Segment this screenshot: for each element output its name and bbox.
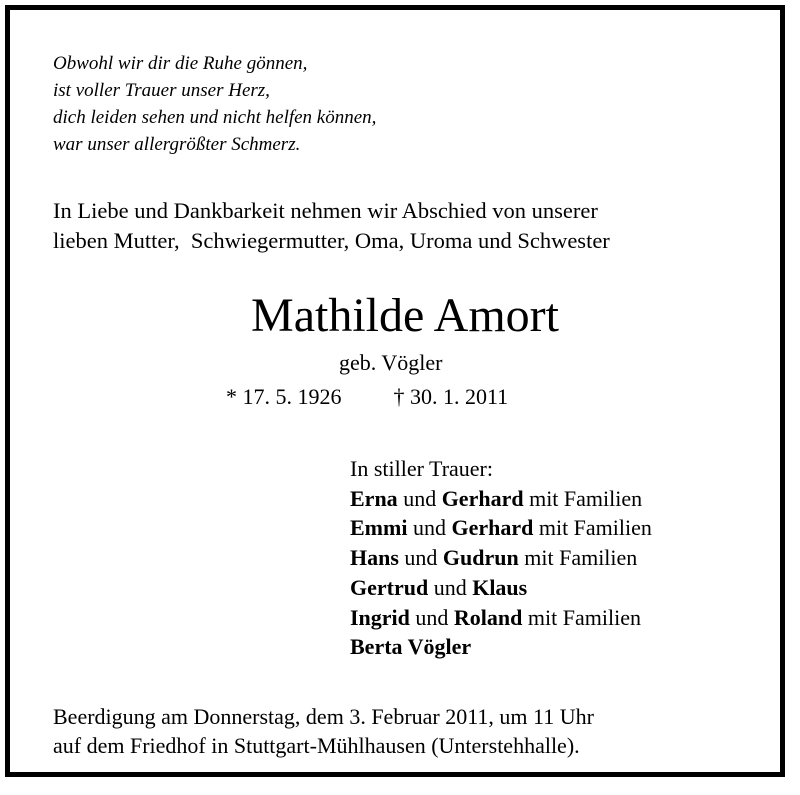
obituary-frame xyxy=(5,5,785,777)
mourner-suffix: mit Familien xyxy=(538,515,652,541)
mourner-name: Klaus xyxy=(472,574,528,600)
poem-line: dich leiden sehen und nicht helfen können, xyxy=(53,107,377,128)
funeral-line: Beerdigung am Donnerstag, dem 3. Februar 2011, um 11 Uhr xyxy=(53,704,594,729)
mourner-line xyxy=(350,484,652,514)
mourner-suffix: mit Familien xyxy=(524,545,638,571)
mourner-name: Emmi xyxy=(350,515,408,541)
life-dates xyxy=(226,382,508,412)
mourner-suffix: mit Familien xyxy=(527,604,641,630)
mourner-line xyxy=(350,603,652,633)
death-date: † 30. 1. 2011 xyxy=(393,384,509,409)
connector: und xyxy=(403,485,437,511)
mourners-heading: In stiller Trauer: xyxy=(350,456,493,481)
poem-line: war unser allergrößter Schmerz. xyxy=(53,134,301,155)
mourner-name: Gudrun xyxy=(442,545,519,571)
intro-line: lieben Mutter, Schwiegermutter, Oma, Uroma und Schwester xyxy=(53,228,610,253)
mourner-name: Erna xyxy=(350,485,398,511)
mourners-list xyxy=(350,454,652,662)
deceased-name: Mathilde Amort xyxy=(251,289,559,342)
mourner-line xyxy=(350,543,652,573)
birth-date: * 17. 5. 1926 xyxy=(226,384,342,409)
mourner-line xyxy=(350,632,652,662)
mourner-name: Roland xyxy=(453,604,523,630)
funeral-line: auf dem Friedhof in Stuttgart-Mühlhausen (Unterstehhalle). xyxy=(53,733,580,758)
mourner-name: Berta Vögler xyxy=(350,634,472,660)
mourner-line xyxy=(350,513,652,543)
funeral-notice xyxy=(53,702,594,760)
connector: und xyxy=(404,545,438,571)
connector: und xyxy=(433,574,467,600)
poem-line: ist voller Trauer unser Herz, xyxy=(53,80,270,101)
mourner-name: Gertrud xyxy=(350,574,429,600)
birth-name: geb. Vögler xyxy=(339,350,443,375)
poem-line: Obwohl wir dir die Ruhe gönnen, xyxy=(53,53,308,74)
connector: und xyxy=(415,604,449,630)
intro-line: In Liebe und Dankbarkeit nehmen wir Abschied von unserer xyxy=(53,198,598,223)
mourner-name: Gerhard xyxy=(451,515,534,541)
mourner-name: Hans xyxy=(350,545,399,571)
farewell-intro xyxy=(53,196,610,256)
mourner-name: Gerhard xyxy=(441,485,524,511)
mourner-suffix: mit Familien xyxy=(529,485,643,511)
mourner-line xyxy=(350,573,652,603)
poem xyxy=(53,50,376,158)
connector: und xyxy=(412,515,446,541)
mourner-name: Ingrid xyxy=(350,604,410,630)
